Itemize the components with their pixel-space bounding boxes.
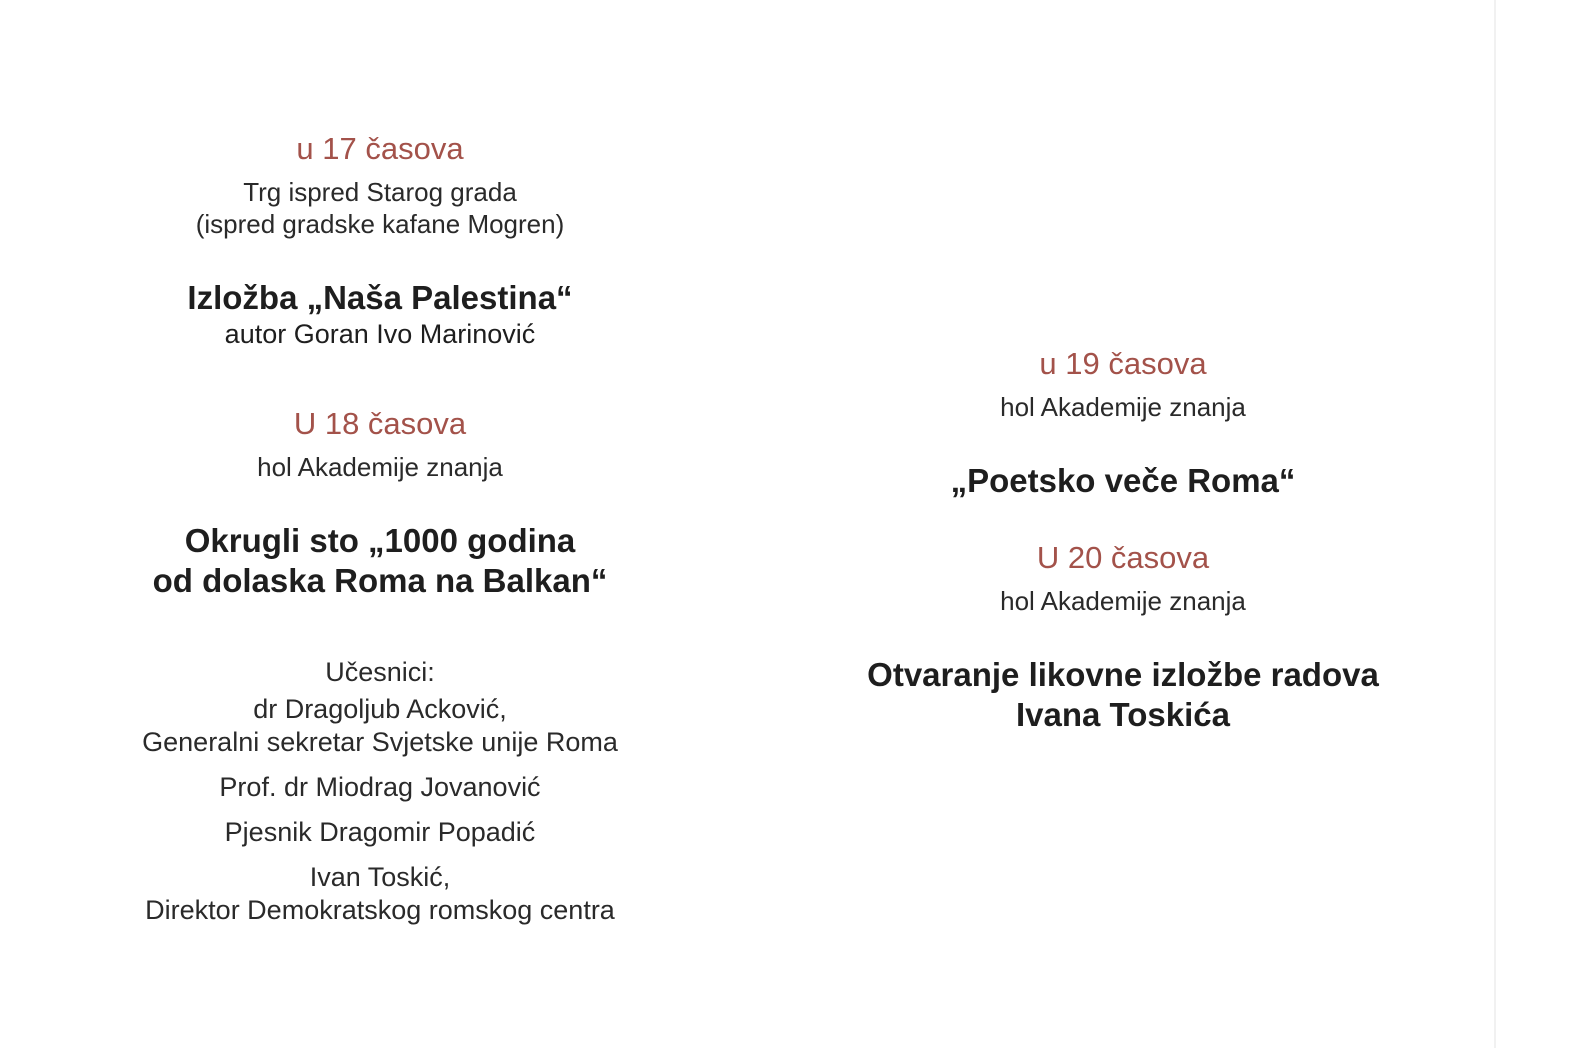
event-venue (60, 176, 700, 240)
title-line: od dolaska Roma na Balkan“ (152, 562, 608, 599)
participant-name: Prof. dr Miodrag Jovanović (219, 772, 541, 802)
left-column (60, 130, 700, 927)
participant-name: dr Dragoljub Acković, (253, 694, 507, 724)
event-venue: hol Akademije znanja (1000, 586, 1246, 616)
page-edge (1494, 0, 1496, 1048)
participant-name: Ivan Toskić, (309, 862, 451, 892)
event-time: U 20 časova (1036, 540, 1210, 575)
event-title (800, 655, 1446, 735)
title-line: Otvaranje likovne izložbe radova (867, 656, 1379, 693)
event-author: autor Goran Ivo Marinović (224, 319, 536, 349)
event-title: „Poetsko veče Roma“ (950, 462, 1296, 499)
participant (60, 693, 700, 759)
participant-role: Direktor Demokratskog romskog centra (145, 895, 615, 925)
event-time: u 17 časova (296, 131, 464, 166)
participant (60, 816, 700, 849)
participant-role: Generalni sekretar Svjetske unije Roma (142, 727, 618, 757)
event-title (60, 521, 700, 601)
event-time: U 18 časova (293, 406, 467, 441)
event-venue: hol Akademije znanja (1000, 392, 1246, 422)
event-time: u 19 časova (1039, 346, 1207, 381)
participants-label: Učesnici: (325, 657, 435, 687)
event-title: Izložba „Naša Palestina“ (187, 279, 573, 316)
title-line: Okrugli sto „1000 godina (184, 522, 576, 559)
participant-name: Pjesnik Dragomir Popadić (224, 817, 536, 847)
venue-line: (ispred gradske kafane Mogren) (195, 209, 565, 239)
right-column (800, 345, 1446, 735)
participant (60, 861, 700, 927)
participant (60, 771, 700, 804)
title-line: Ivana Toskića (1015, 696, 1230, 733)
venue-line: Trg ispred Starog grada (243, 177, 517, 207)
event-venue: hol Akademije znanja (257, 452, 503, 482)
